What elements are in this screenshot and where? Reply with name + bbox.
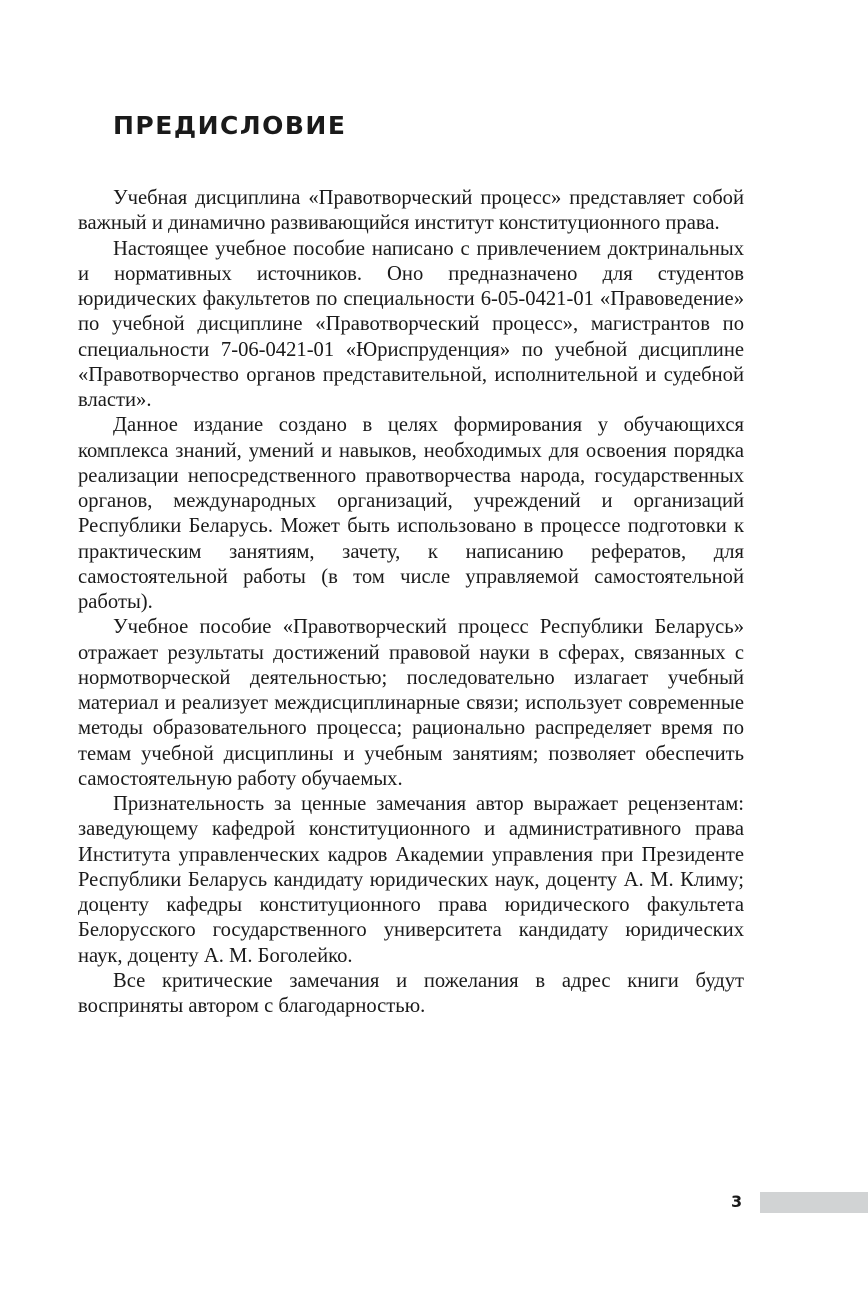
- page-number: 3: [731, 1192, 743, 1211]
- paragraph-acknowledgements: Признательность за ценные замечания автор выражает рецензентам: заведующему кафедрой конституционного и административного права Института управленческих кадров Академии управления при Президенте Республики Беларусь кандидату юридических наук, доценту А. М. Климу; доценту кафедры конституционного права юридического факультета Белорусского государственного университета кандидату юридических наук, доценту А. М. Боголейко.: [78, 793, 744, 967]
- page-title: ПРЕДИСЛОВИЕ: [113, 111, 347, 140]
- footer-bar: [760, 1192, 868, 1213]
- paragraph-closing: Все критические замечания и пожелания в адрес книги будут восприняты автором с благодарностью.: [78, 969, 744, 1017]
- paragraph-intro: Учебная дисциплина «Правотворческий процесс» представляет собой важный и динамично развивающийся институт конституционного права.: [78, 187, 744, 235]
- paragraph-purpose: Настоящее учебное пособие написано с привлечением доктринальных и нормативных источников. Оно предназначено для студентов юридических факультетов по специальности 6-05-0421-01 «Правоведение» по учебной дисциплине «Правотворческий процесс», магистрантов по специальности 7-06-0421-01 «Юриспруденция» по учебной дисциплине «Правотворчество органов представительной, исполнительной и судебной власти».: [78, 237, 744, 411]
- paragraph-goals: Данное издание создано в целях формирования у обучающихся комплекса знаний, умений и навыков, необходимых для освоения порядка реализации непосредственного правотворчества народа, государственных органов, международных организаций, учреждений и организаций Республики Беларусь. Может быть использовано в процессе подготовки к практическим занятиям, зачету, к написанию рефератов, для самостоятельной работы (в том числе управляемой самостоятельной работы).: [78, 414, 744, 613]
- paragraph-content: Учебное пособие «Правотворческий процесс Республики Беларусь» отражает результаты достижений правовой науки в сферах, связанных с нормотворческой деятельностью; последовательно излагает учебный материал и реализует междисциплинарные связи; использует современные методы образовательного процесса; рационально распределяет время по темам учебной дисциплины и учебным занятиям; позволяет обеспечить самостоятельную работу обучаемых.: [78, 616, 744, 790]
- body-text: [78, 186, 744, 1019]
